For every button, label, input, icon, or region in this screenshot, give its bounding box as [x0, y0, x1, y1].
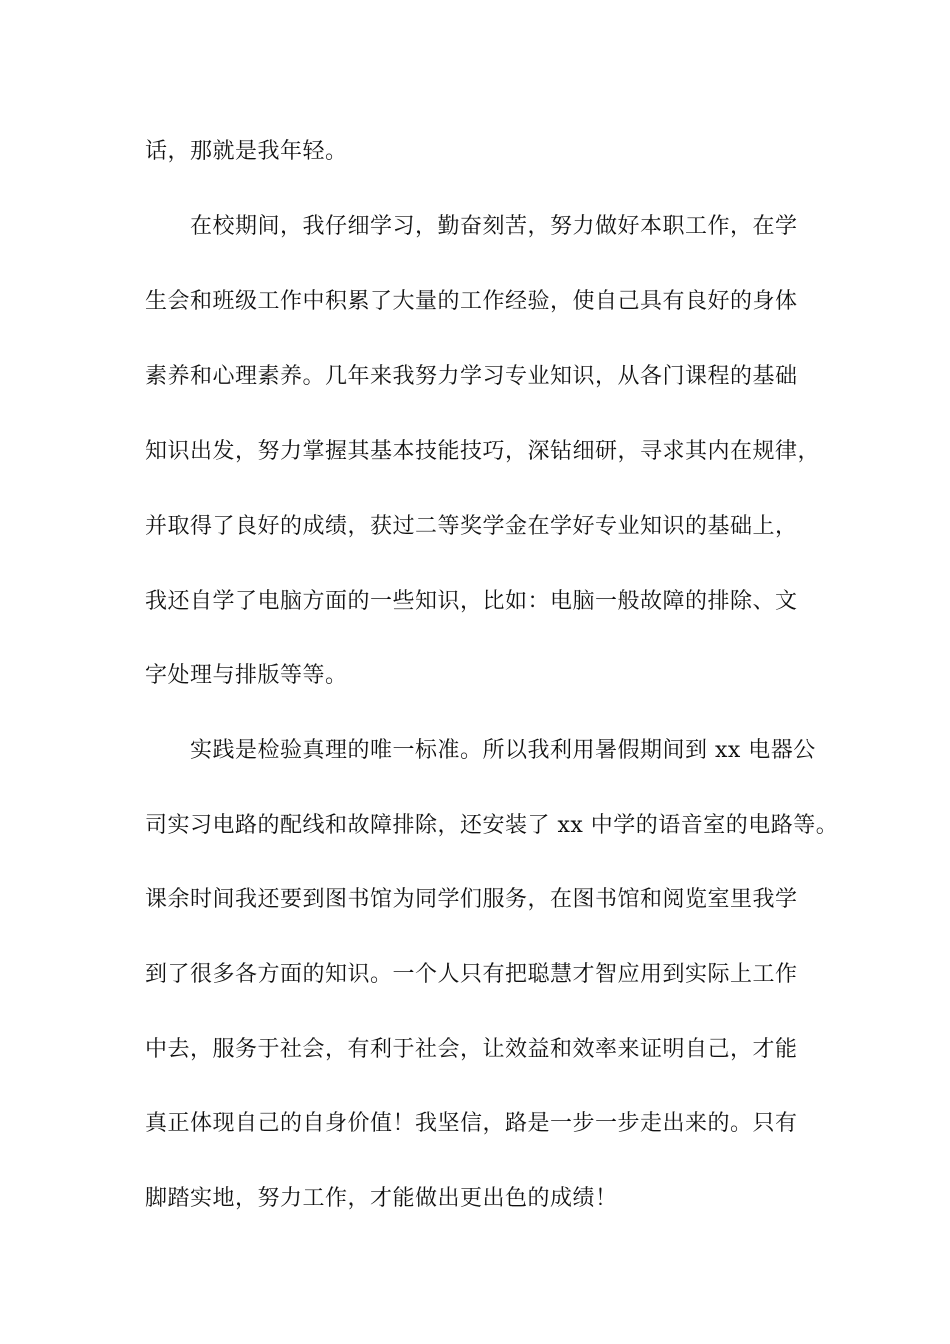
- text-line: 我还自学了电脑方面的一些知识，比如：电脑一般故障的排除、文: [145, 589, 798, 614]
- text-line: 到了很多各方面的知识。一个人只有把聪慧才智应用到实际上工作: [145, 962, 798, 987]
- text-line: 中去，服务于社会，有利于社会，让效益和效率来证明自己，才能: [145, 1037, 798, 1062]
- text-line: 话，那就是我年轻。: [145, 139, 348, 164]
- text-line: 司实习电路的配线和故障排除，还安装了 xx 中学的语音室的电路等。: [145, 813, 839, 838]
- text-line: 知识出发，努力掌握其基本技能技巧，深钻细研，寻求其内在规律，: [145, 439, 821, 464]
- text-line: 素养和心理素养。几年来我努力学习专业知识，从各门课程的基础: [145, 364, 798, 389]
- text-line: 脚踏实地，努力工作，才能做出更出色的成绩！: [145, 1186, 618, 1211]
- text-line: 真正体现自己的自身价值！我坚信，路是一步一步走出来的。只有: [145, 1111, 798, 1136]
- text-line: 并取得了良好的成绩，获过二等奖学金在学好专业知识的基础上，: [145, 514, 798, 539]
- text-line: 课余时间我还要到图书馆为同学们服务，在图书馆和阅览室里我学: [145, 887, 798, 912]
- text-line: 字处理与排版等等。: [145, 663, 348, 688]
- text-line: 生会和班级工作中积累了大量的工作经验，使自己具有良好的身体: [145, 289, 798, 314]
- paragraph-start-line: 在校期间，我仔细学习，勤奋刻苦，努力做好本职工作，在学: [190, 214, 798, 239]
- paragraph-start-line: 实践是检验真理的唯一标准。所以我利用暑假期间到 xx 电器公: [190, 738, 816, 763]
